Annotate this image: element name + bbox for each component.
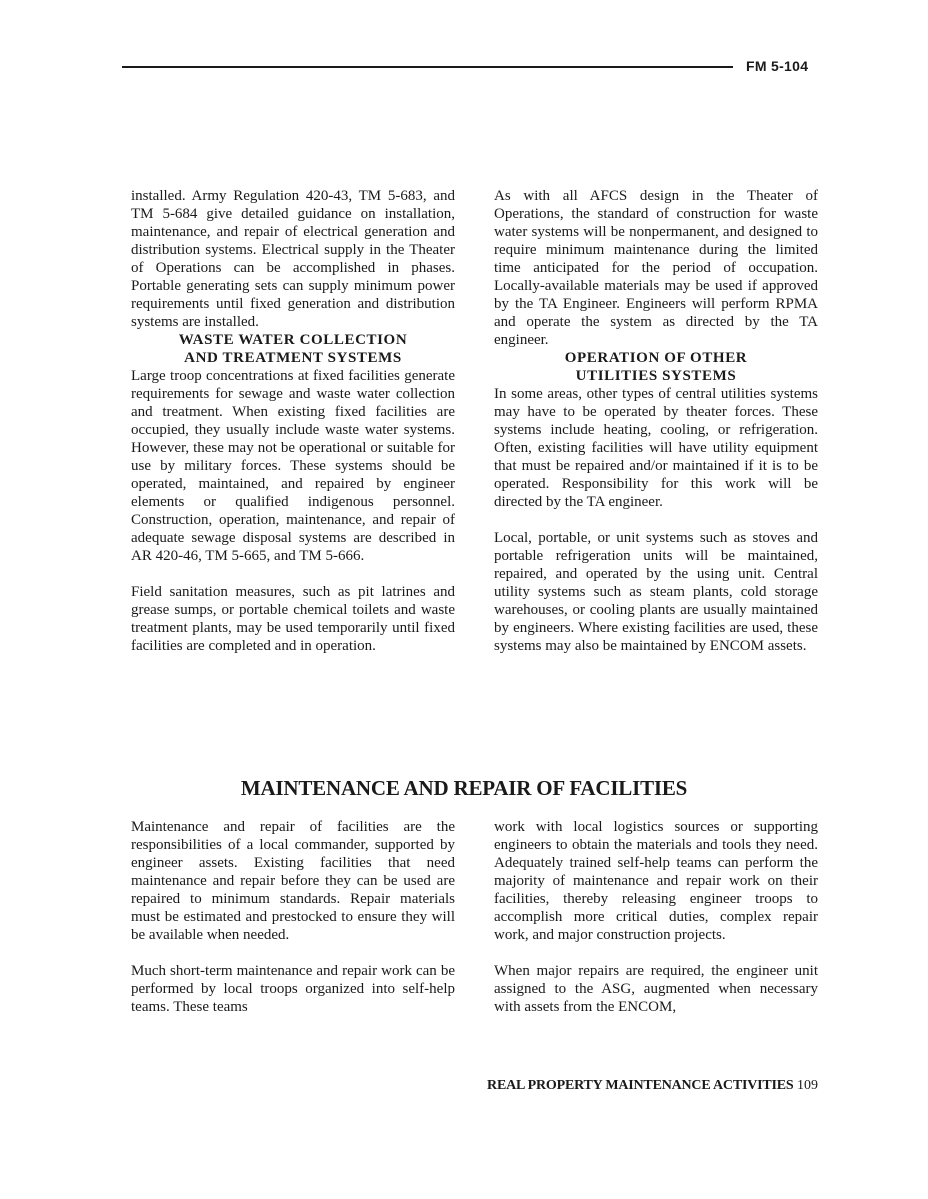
heading-waste-water-line2: AND TREATMENT SYSTEMS: [184, 350, 402, 366]
page-number: 109: [797, 1078, 818, 1093]
left-column-top: [131, 187, 455, 655]
document-id: FM 5-104: [746, 58, 809, 74]
paragraph-central-utilities: In some areas, other types of central utilities systems may have to be operated by theater forces. These systems include heating, cooling, or refrigeration. Often, existing facilities will have utility equipment that must be repaired and/or maintained if it is to be operated. Responsibility for this work will be directed by the TA engineer.: [494, 386, 818, 510]
paragraph-electrical-installation: installed. Army Regulation 420-43, TM 5-683, and TM 5-684 give detailed guidance on installation, maintenance, and repair of electrical generation and distribution systems. Electrical supply in the Theater of Operations can be accomplished in phases. Portable generating sets can supply minimum power requirements until fixed generation and distribution systems are installed.: [131, 188, 455, 330]
paragraph-self-help-teams: Much short-term maintenance and repair work can be performed by local troops organized into self-help teams. These teams: [131, 963, 455, 1015]
heading-other-utilities-line1: OPERATION OF OTHER: [564, 350, 748, 366]
section-heading-maintenance: MAINTENANCE AND REPAIR OF FACILITIES: [240, 776, 688, 800]
heading-waste-water-line1: WASTE WATER COLLECTION: [178, 332, 408, 348]
paragraph-unit-systems: Local, portable, or unit systems such as stoves and portable refrigeration units will be maintained, repaired, and operated by the using unit. Central utility systems such as steam plants, cold storage warehouses, or cooling plants are usually maintained by engineers. Where existing facilities are used, these systems may also be maintained by ENCOM assets.: [494, 530, 818, 654]
heading-other-utilities-line2: UTILITIES SYSTEMS: [575, 368, 737, 384]
paragraph-logistics-sources: work with local logistics sources or supporting engineers to obtain the materials and tools they need. Adequately trained self-help teams can perform the majority of maintenance and repair work on their facilities, thereby releasing engineer troops to accomplish more critical duties, complex repair work, and major construction projects.: [494, 819, 818, 943]
left-column-bottom: [131, 818, 455, 1016]
page-footer: [487, 1078, 818, 1094]
right-column-top: [494, 187, 818, 655]
paragraph-major-repairs: When major repairs are required, the engineer unit assigned to the ASG, augmented when necessary with assets from the ENCOM,: [494, 963, 818, 1015]
paragraph-waste-water: Large troop concentrations at fixed facilities generate requirements for sewage and waste water collection and treatment. When existing fixed facilities are occupied, they usually include waste water systems. However, these may not be operational or suitable for use by military forces. These systems should be operated, maintained, and repaired by engineer elements or qualified indigenous personnel. Construction, operation, maintenance, and repair of adequate sewage disposal systems are described in AR 420-46, TM 5-665, and TM 5-666.: [131, 368, 455, 564]
paragraph-field-sanitation: Field sanitation measures, such as pit latrines and grease sumps, or portable chemical toilets and waste treatment plants, may be used temporarily until fixed facilities are completed and in operation.: [131, 584, 455, 654]
paragraph-afcs-design: As with all AFCS design in the Theater of Operations, the standard of construction for waste water systems will be nonpermanent, and designed to require minimum maintenance during the limited time anticipated for the period of occupation. Locally-available materials may be used if approved by the TA Engineer. Engineers will perform RPMA and operate the system as directed by the TA engineer.: [494, 188, 818, 348]
paragraph-maintenance-responsibility: Maintenance and repair of facilities are the responsibilities of a local commander, supported by engineer assets. Existing facilities that need maintenance and repair before they can be used are repaired to minimum standards. Repair materials must be estimated and prestocked to ensure they will be available when needed.: [131, 819, 455, 943]
right-column-bottom: [494, 818, 818, 1016]
header-rule: [122, 66, 733, 68]
footer-title: REAL PROPERTY MAINTENANCE ACTIVITIES: [487, 1078, 794, 1093]
